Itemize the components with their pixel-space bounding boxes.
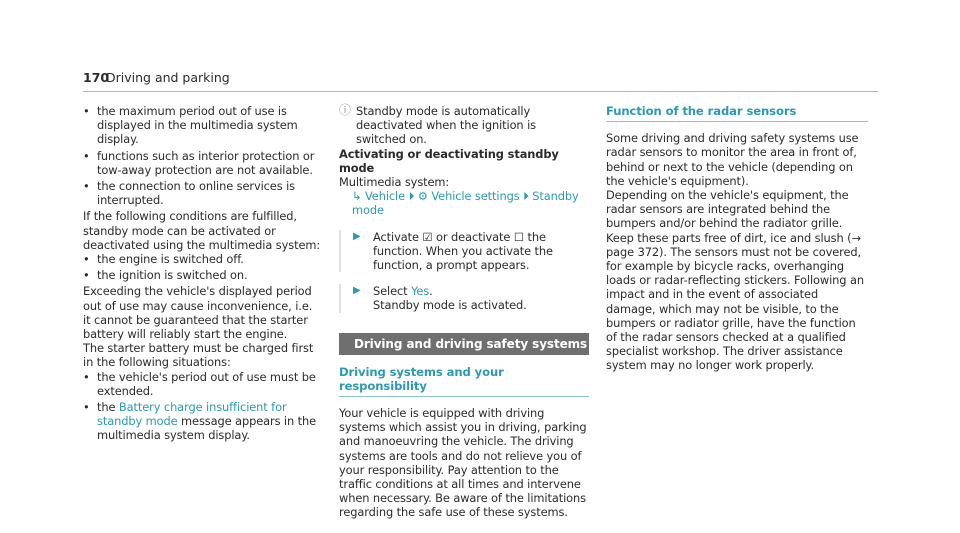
subsection-heading: Driving systems and your responsibility bbox=[339, 365, 589, 397]
list-item: • the connection to online services is interrupted. bbox=[83, 179, 295, 208]
bullet-icon: • bbox=[83, 179, 90, 194]
column-right bbox=[606, 104, 868, 373]
list-item: • the Battery charge insufficient for standby mode message appears in the multimedia system display. bbox=[83, 400, 317, 443]
paragraph: If the following conditions are fulfilled, standby mode can be activated or deactivated using the multimedia system: bbox=[83, 209, 321, 252]
list-item: • the ignition is switched on. bbox=[83, 268, 248, 283]
paragraph: The starter battery must be charged first in the following situations: bbox=[83, 341, 314, 370]
instruction-step: ▶ Select Yes. Standby mode is activated. bbox=[339, 284, 589, 312]
checkbox-empty-icon: ☐ bbox=[513, 229, 524, 244]
list-item: • the engine is switched off. bbox=[83, 252, 244, 267]
path-vehicle[interactable]: Vehicle bbox=[364, 189, 406, 204]
path-separator-icon: ⏵ bbox=[523, 189, 529, 204]
paragraph: Exceeding the vehicle's displayed period out of use may cause inconvenience, i.e. it cannot be guaranteed that the starter battery will reliably start the engine. bbox=[83, 284, 313, 342]
bullet-icon: • bbox=[83, 268, 90, 283]
column-middle bbox=[339, 104, 589, 520]
path-standby-mode[interactable]: Standby mode bbox=[352, 189, 579, 218]
path-vehicle-settings[interactable]: Vehicle settings bbox=[431, 189, 520, 204]
message-link[interactable]: Battery charge insufficient for standby mode bbox=[97, 400, 287, 429]
section-banner: Driving and driving safety systems bbox=[339, 333, 589, 355]
paragraph: Depending on the vehicle's equipment, the radar sensors are integrated behind the bumpers and/or behind the radiator grille. Keep these parts free of dirt, ice and slush (→ page 372). The sensors must not be covered, for example by bicycle racks, overhanging loads or radar-reflecting stickers. Following an impact and in the event of associated damage, which may not be visible, to the bumpers or radiator grille, have the function of the radar sensors checked at a qualified specialist workshop. The driver assistance system may no longer work properly. bbox=[606, 188, 864, 373]
list-item: • the maximum period out of use is displayed in the multimedia system display. bbox=[83, 104, 298, 147]
yes-option[interactable]: Yes bbox=[411, 284, 430, 299]
note: ⓘ Standby mode is automatically deactivated when the ignition is switched on. bbox=[339, 103, 536, 147]
bullet-icon: • bbox=[83, 400, 90, 415]
checkbox-checked-icon: ☑ bbox=[422, 229, 433, 244]
list-item: • the vehicle's period out of use must be extended. bbox=[83, 369, 316, 398]
step-arrow-icon: ▶ bbox=[353, 230, 361, 242]
page-title: Driving and parking bbox=[106, 70, 230, 85]
page-number: 170 bbox=[83, 70, 110, 85]
paragraph: Some driving and driving safety systems use radar sensors to monitor the area in front of, behind or next to the vehicle (depending on the vehicle's equipment). bbox=[606, 131, 859, 188]
paragraph: Your vehicle is equipped with driving systems which assist you in driving, parking and manoeuvring the vehicle. The driving systems are tools and do not relieve you of your responsibility. Pay attention to the traffic conditions at all times and intervene when necessary. Be aware of the limitations regarding the safe use of these systems. bbox=[339, 406, 587, 520]
car-settings-icon: ⚙ bbox=[417, 189, 428, 204]
bullet-icon: • bbox=[83, 369, 90, 384]
instruction-step: ▶ Activate ☑ or deactivate ☐ the function. When you activate the function, a prompt appears. bbox=[339, 230, 589, 273]
system-label: Multimedia system: bbox=[339, 175, 450, 190]
bullet-icon: • bbox=[83, 252, 90, 267]
bullet-icon: • bbox=[83, 104, 90, 118]
info-icon: ⓘ bbox=[339, 103, 351, 117]
menu-path bbox=[339, 189, 589, 217]
column-left bbox=[83, 104, 323, 445]
header-divider bbox=[83, 91, 878, 92]
section-heading: Activating or deactivating standby mode bbox=[339, 146, 559, 175]
list-item: • functions such as interior protection or tow-away protection are not available. bbox=[83, 148, 315, 177]
path-arrow-icon: ↳ bbox=[352, 189, 362, 204]
bullet-icon: • bbox=[83, 148, 90, 163]
step-arrow-icon: ▶ bbox=[353, 285, 361, 297]
path-separator-icon: ⏵ bbox=[408, 189, 415, 204]
subsection-heading: Function of the radar sensors bbox=[606, 104, 868, 122]
